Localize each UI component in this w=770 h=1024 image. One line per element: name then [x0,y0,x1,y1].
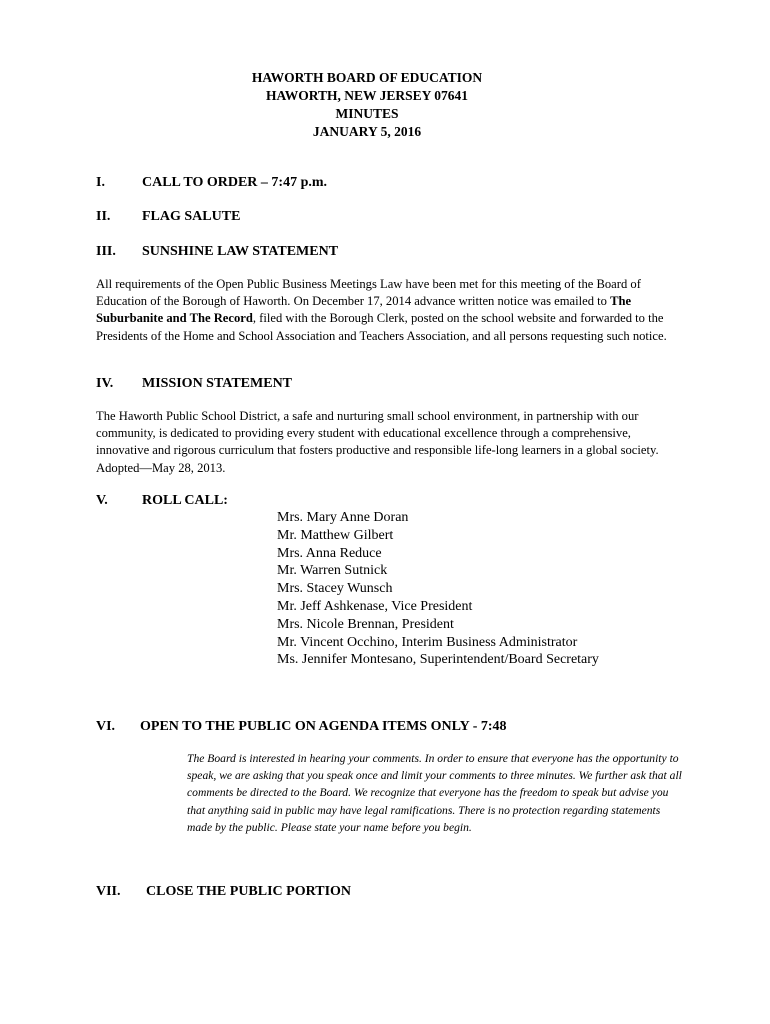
section-number: II. [96,209,111,224]
section-flag-salute [96,208,240,226]
section-open-to-public [96,718,507,736]
mission-paragraph: The Haworth Public School District, a safe and nurturing small school environment, in partnership with our community, is dedicated to providing every student with educational excellence through a comprehensive, innovative and rigorous curriculum that fosters productive and responsible life-long learners in a global society. Adopted—May 28, 2013. [96,409,659,475]
section-number: VI. [96,719,116,734]
newspaper-names: The Suburbanite and The Record [96,294,632,326]
sunshine-text-part1: All requirements of the Open Public Business Meetings Law have been met for this meeting of the Board of Education of the Borough of Haworth. On December 17, 2014 advance written notice was emailed to [96,277,641,309]
section-mission-statement [96,375,292,393]
document-header [0,69,734,141]
section-title: OPEN TO THE PUBLIC ON AGENDA ITEMS ONLY - 7:48 [140,719,507,734]
section-title: MISSION STATEMENT [142,376,293,391]
roll-call-member: Mrs. Nicole Brennan, President [277,616,454,632]
section-title: SUNSHINE LAW STATEMENT [142,244,339,259]
section-title: ROLL CALL: [142,493,228,508]
roll-call-member: Mr. Jeff Ashkenase, Vice President [277,598,473,614]
roll-call-list [277,509,599,669]
section-number: V. [96,493,108,508]
header-date: JANUARY 5, 2016 [312,124,422,139]
header-doc-type: MINUTES [335,106,399,121]
section-title: CLOSE THE PUBLIC PORTION [146,884,352,899]
section-number: IV. [96,376,114,391]
roll-call-member: Mr. Matthew Gilbert [277,527,394,543]
section-title: FLAG SALUTE [142,209,241,224]
roll-call-member: Ms. Jennifer Montesano, Superintendent/Board Secretary [277,652,599,668]
roll-call-member: Mr. Vincent Occhino, Interim Business Administrator [277,634,578,650]
sunshine-law-paragraph [96,276,676,345]
section-close-public-portion [96,883,351,901]
section-number: I. [96,175,105,190]
sunshine-text-part2: , filed with the Borough Clerk, posted on the school website and forwarded to the Presidents of the Home and School Association and Teachers Association, and all persons requesting such notice. [96,311,667,343]
header-location: HAWORTH, NEW JERSEY 07641 [265,88,469,103]
section-number: III. [96,244,116,259]
roll-call-member: Mr. Warren Sutnick [277,563,388,579]
section-call-to-order [96,174,327,192]
section-title: CALL TO ORDER – 7:47 p.m. [142,175,328,190]
public-comment-notice: The Board is interested in hearing your comments. In order to ensure that everyone has the opportunity to speak, we are asking that you speak once and limit your comments to three minutes. We further ask that all comments be directed to the Board. We recognize that everyone has the freedom to speak but advise you that anything said in public may have legal ramifications. There is no protection regarding statements made by the public. Please state your name before you begin. [187,752,682,834]
roll-call-member: Mrs. Stacey Wunsch [277,581,393,597]
header-board-name: HAWORTH BOARD OF EDUCATION [251,70,483,85]
roll-call-member: Mrs. Anna Reduce [277,545,382,561]
section-roll-call [96,492,228,510]
roll-call-member: Mrs. Mary Anne Doran [277,510,409,525]
section-sunshine-law [96,243,338,261]
section-number: VII. [96,884,121,899]
